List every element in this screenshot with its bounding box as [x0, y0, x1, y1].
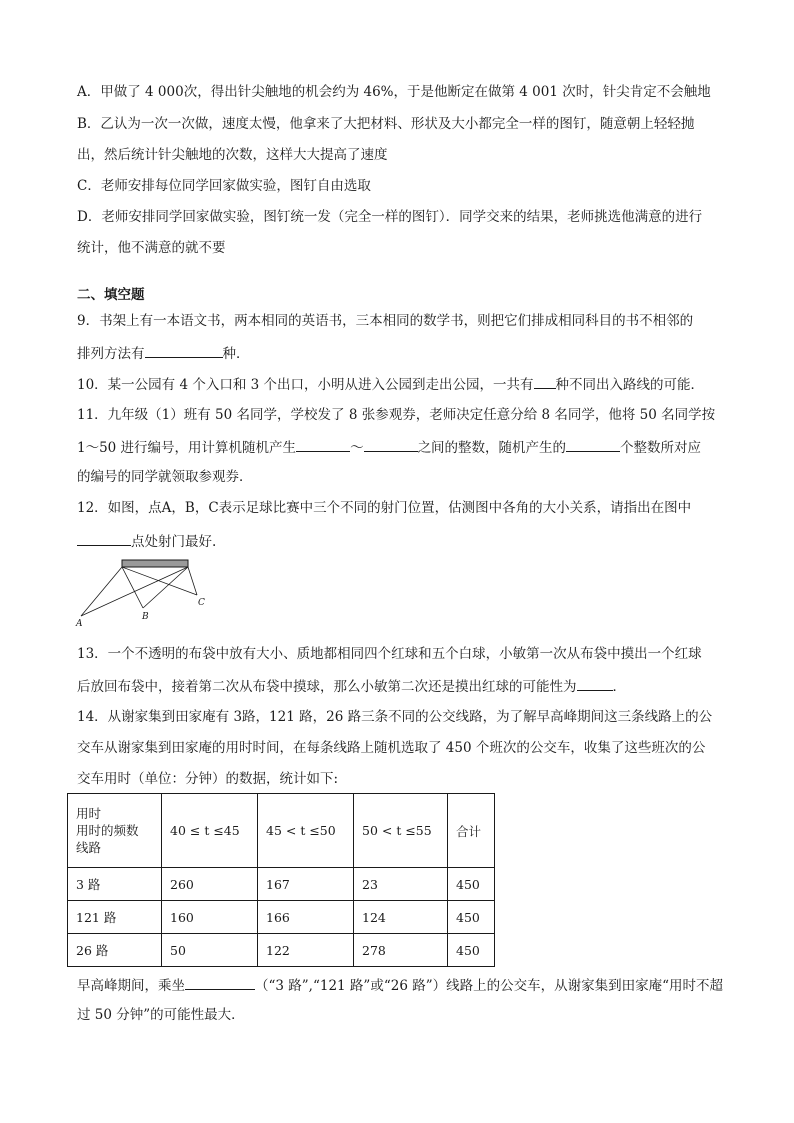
cell-total: 450 — [448, 868, 495, 901]
goal-bar — [122, 560, 188, 567]
q9-text-b: 种． — [222, 346, 250, 362]
table-corner-cell — [68, 794, 162, 868]
option-c: C．老师安排每位同学回家做实验，图钉自由选取 — [77, 178, 371, 194]
corner-line-3: 线路 — [76, 840, 102, 855]
q14-after-line1 — [77, 975, 723, 995]
cell-value: 50 — [162, 934, 258, 967]
goal-angle-figure — [74, 557, 214, 629]
q10-line — [77, 374, 704, 394]
option-a: A．甲做了 4 000次，得出针尖触地的机会约为 46%，于是他断定在做第 4 001 次时，针尖肯定不会触地 — [77, 84, 711, 100]
q14-blank[interactable] — [185, 975, 255, 990]
table-row — [68, 901, 495, 934]
q14-after-text-a: 早高峰期间，乘坐 — [77, 978, 185, 994]
q13-blank[interactable] — [577, 676, 613, 691]
cell-value: 124 — [354, 901, 448, 934]
col-header-1: 40 ≤ t ≤45 — [162, 794, 258, 868]
row-route: 26 路 — [68, 934, 162, 967]
point-a-label: A — [76, 619, 83, 629]
col-header-4: 合计 — [448, 794, 495, 868]
q13-line2 — [77, 676, 626, 696]
col-header-3: 50 < t ≤55 — [354, 794, 448, 868]
q9-text-a: 排列方法有 — [77, 346, 145, 362]
q11-text-b: ～ — [350, 440, 364, 456]
row-route: 3 路 — [68, 868, 162, 901]
row-route: 121 路 — [68, 901, 162, 934]
cell-value: 122 — [258, 934, 354, 967]
q12-text: 点处射门最好. — [131, 534, 217, 550]
q11-text-c: 之间的整数，随机产生的 — [417, 440, 567, 456]
cell-value: 166 — [258, 901, 354, 934]
q11-blank-1[interactable] — [296, 437, 350, 452]
corner-line-2: 用时的频数 — [76, 823, 139, 838]
q10-blank[interactable] — [534, 374, 556, 389]
cell-value: 278 — [354, 934, 448, 967]
point-c-label: C — [198, 598, 205, 608]
q10-text-b: 种不同出入路线的可能． — [555, 377, 705, 393]
q11-line2 — [77, 437, 701, 457]
q14-line3: 交车用时（单位：分钟）的数据，统计如下: — [77, 771, 339, 787]
q11-text-a: 1～50 进行编号，用计算机随机产生 — [77, 440, 297, 456]
option-d-line2: 统计，他不满意的就不要 — [77, 240, 226, 256]
q14-after-line2: 过 50 分钟”的可能性最大． — [77, 1007, 245, 1023]
table-row — [68, 868, 495, 901]
option-d-line1: D．老师安排同学回家做实验，图钉统一发（完全一样的图钉）．同学交来的结果，老师挑选他满意的进行 — [77, 209, 703, 225]
q13-line1: 13．一个不透明的布袋中放有大小、质地都相同四个红球和五个白球，小敏第一次从布袋中摸出一个红球 — [77, 646, 702, 662]
cell-total: 450 — [448, 901, 495, 934]
corner-line-1: 用时 — [76, 806, 102, 821]
q11-blank-3[interactable] — [566, 437, 620, 452]
cell-total: 450 — [448, 934, 495, 967]
q9-line2 — [77, 343, 250, 363]
q12-line1: 12．如图，点A，B，C表示足球比赛中三个不同的射门位置，估测图中各角的大小关系，请指出在图中 — [77, 500, 692, 516]
cell-value: 160 — [162, 901, 258, 934]
col-header-2: 45 < t ≤50 — [258, 794, 354, 868]
q9-blank[interactable] — [145, 343, 223, 358]
q9-line1: 9．书架上有一本语文书，两本相同的英语书，三本相同的数学书，则把它们排成相同科目的书不相邻的 — [77, 313, 694, 329]
option-b-line1: B．乙认为一次一次做，速度太慢，他拿来了大把材料、形状及大小都完全一样的图钉，随意朝上轻轻抛 — [77, 116, 695, 132]
q11-line1: 11．九年级（1）班有 50 名同学，学校发了 8 张参观券，老师决定任意分给 8 名同学，他将 50 名同学按 — [77, 407, 716, 423]
table-header-row — [68, 794, 495, 868]
point-b-label: B — [142, 612, 149, 622]
q10-text-a: 10．某一公园有 4 个入口和 3 个出口，小明从进入公园到走出公园，一共有 — [77, 377, 534, 393]
q12-blank[interactable] — [77, 531, 131, 546]
table-row — [68, 934, 495, 967]
cell-value: 260 — [162, 868, 258, 901]
q11-blank-2[interactable] — [364, 437, 418, 452]
q14-after-text-b: （“3 路”,“121 路”或“26 路”）线路上的公交车，从谢家集到田家庵“用时不超 — [255, 978, 724, 994]
q12-line2 — [77, 531, 216, 551]
section-title: 二、填空题 — [77, 287, 145, 303]
option-b-line2: 出，然后统计针尖触地的次数，这样大大提高了速度 — [77, 147, 388, 163]
q11-line3: 的编号的同学就领取参观券． — [77, 469, 253, 485]
q11-text-d: 个整数所对应 — [620, 440, 702, 456]
q14-line1: 14．从谢家集到田家庵有 3路，121 路，26 路三条不同的公交线路，为了解早高峰期间这三条线路上的公 — [77, 709, 713, 725]
q13-text-a: 后放回布袋中，接着第二次从布袋中摸球，那么小敏第二次还是摸出红球的可能性为 — [77, 679, 577, 695]
q13-text-b: ． — [612, 679, 626, 695]
q14-line2: 交车从谢家集到田家庵的用时时间，在每条线路上随机选取了 450 个班次的公交车，收集了这些班次的公 — [77, 740, 706, 756]
cell-value: 23 — [354, 868, 448, 901]
cell-value: 167 — [258, 868, 354, 901]
frequency-table — [67, 793, 495, 967]
